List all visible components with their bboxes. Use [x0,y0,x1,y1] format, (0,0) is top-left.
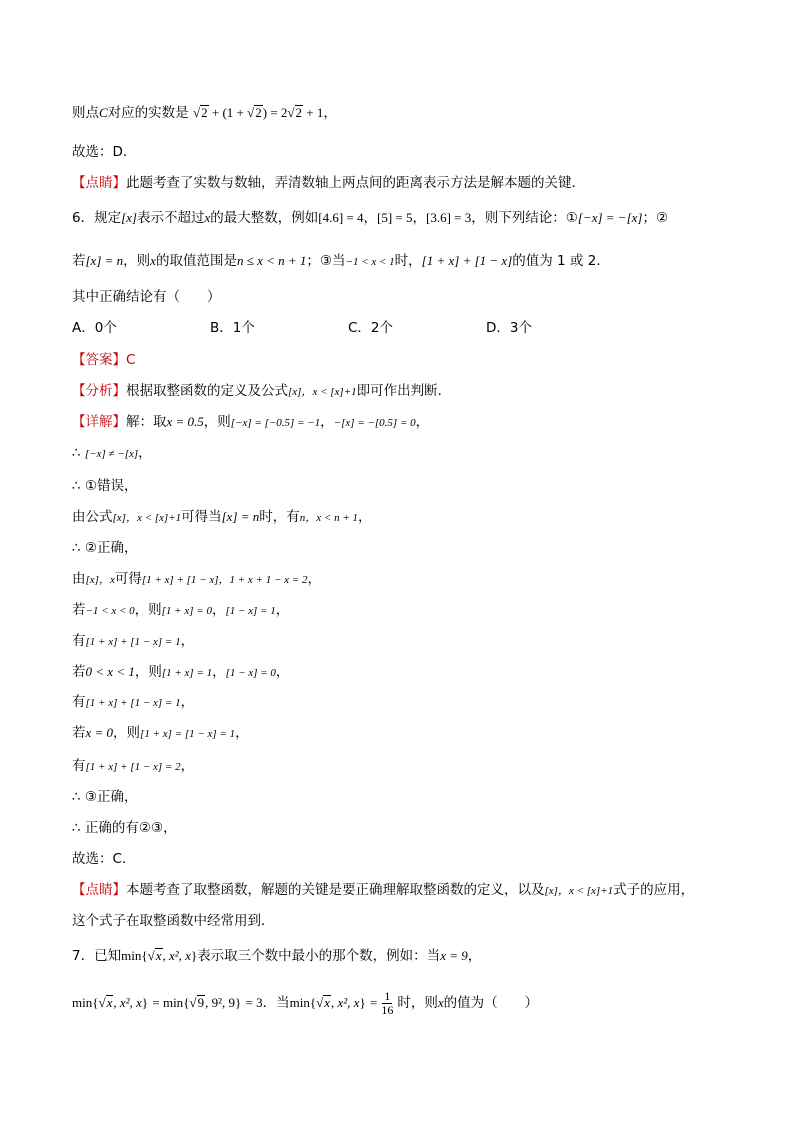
math: −1 < x < 0 [85,605,135,617]
circled-number: ② [655,210,669,226]
text: 可得当 [181,509,222,525]
math: x², x [119,995,142,1010]
math: 0 < x < 1 [85,664,135,679]
math-var: C [99,105,108,120]
text: ， [323,105,337,121]
text: 表示取三个数中最小的那个数，例如：当 [197,948,441,964]
text: ， [415,414,430,430]
text: 的取值范围是 [155,253,237,269]
text: 若 [72,664,86,680]
math: [x]，x < [x]+1 [288,386,357,398]
therefore-symbol: ∴ [72,540,85,556]
text: ； [642,210,656,226]
text: 正确， [97,540,138,556]
math-func: min [72,995,93,1010]
math: x², x [337,995,360,1010]
text: 表示不超过 [136,210,205,226]
text: 时， [394,253,422,269]
therefore-symbol: ∴ [72,478,85,494]
text: 若 [72,602,86,618]
math: [1 + x] + [1 − x]，1 + x + 1 − x = 2 [141,574,308,586]
text: 的最大整数，例如 [210,210,319,226]
step-14: 故选：C． [72,851,136,867]
text: 7．已知 [72,948,122,964]
step-10 [72,723,249,744]
analysis-tag: 【分析】 [72,383,126,399]
math: [1 − x] = 0 [225,667,276,679]
text: 即可作出判断． [356,383,452,399]
question-6-options [72,318,672,338]
tip-line [72,173,585,193]
numerator: 1 [384,988,391,1003]
answer-line [72,350,135,370]
circled-number: ① [84,478,97,494]
math: x [204,210,211,225]
math: [x] = n [221,509,260,524]
math: [x]，x < [x]+1 [544,885,614,897]
math: n ≤ x < n + 1 [236,253,307,268]
circled-number: ③ [319,253,333,269]
math: 9², 9 [211,995,235,1010]
text: ， [467,948,482,964]
text: 根据取整函数的定义及公式 [126,383,288,399]
math: [−x] ≠ −[x] [84,448,139,460]
text: ，则下列结论： [471,210,566,226]
math-func: min [121,948,142,963]
question-6-ask: 其中正确结论有（ ） [72,289,221,305]
text: 本题考查了取整函数，解题的关键是要正确理解取整函数的定义，以及 [126,882,545,898]
math: [1 + x] = [1 − x] = 1 [140,728,236,740]
text: ， [358,509,372,525]
text: ， [212,664,226,680]
text: ， [180,633,195,649]
text: 由 [72,571,86,587]
text: ， [307,571,321,587]
text: 的值为（ ） [443,995,539,1011]
text: 的值为 1 或 2． [512,253,610,269]
math: x = 0.5 [166,414,204,429]
text: ， [235,725,249,741]
math: x [155,948,162,963]
step-1 [72,443,152,464]
math: [x]，x < [x]+1 [112,512,182,524]
math: x = 0 [85,725,114,740]
tip-2-line-1 [72,880,694,901]
text: ，则 [203,414,231,430]
text-line-1 [72,103,337,123]
text: 若 [72,725,86,741]
text: ； [306,253,320,269]
option-d[interactable]: D．3个 [486,320,532,336]
math: [x] = n [85,253,124,268]
math: = 3 [245,995,263,1010]
text: 解：取 [126,414,167,430]
text: ，则 [134,664,162,680]
text: 有 [72,633,86,649]
math: [1 + x] + [1 − x] = 1 [85,636,181,648]
math: [1 + x] + [1 − x] = 2 [85,761,181,773]
text: ，则 [113,725,141,741]
math: x [150,253,156,268]
text: 若 [72,253,86,269]
text-line-2: 故选：D． [72,144,137,160]
tip-text: 此题考查了实数与数轴，弄清数轴上两点间的距离表示方法是解本题的关键． [126,175,585,191]
step-12 [72,787,138,807]
text: 对应的实数是 [107,105,189,121]
text: ， [138,445,152,461]
text: 时，则 [397,995,438,1011]
math: 9 [197,995,205,1010]
circled-number: ② [138,820,151,836]
option-a[interactable]: A．0个 [72,320,117,336]
detail-tag: 【详解】 [72,414,126,430]
tip-2-line-2: 这个式子在取整函数中经常用到． [72,913,275,929]
circled-number: ① [565,210,578,226]
option-b[interactable]: B．1个 [210,320,255,336]
math: [1 + x] = 0 [161,605,212,617]
math: [1 + x] + [1 − x] [421,253,513,268]
step-8 [72,662,289,683]
math: = [369,995,378,1010]
text: ， [363,210,378,226]
question-6-line-1 [72,208,668,228]
fraction [379,990,395,1017]
analysis-line [72,381,451,402]
answer-tag: 【答案】 [72,352,126,368]
math: x [437,995,444,1010]
step-6 [72,600,289,621]
math: n，x < n + 1 [299,512,359,524]
question-6-line-2 [72,251,610,272]
math: [4.6] = 4 [318,210,364,225]
math: [1 + x] = 1 [161,667,213,679]
tip-tag: 【点睛】 [72,882,126,898]
text: 正确， [97,789,138,805]
math: x [324,995,330,1010]
therefore-symbol: ∴ [72,445,85,461]
math: x [106,995,113,1010]
denominator: 16 [381,1002,394,1017]
math: [−x] = −[x] [577,210,643,225]
text: ， [180,694,195,710]
question-7-line-1: 7．已知min{√x, x², x}表示取三个数中最小的那个数，例如：当x = 9， [72,948,482,964]
step-4 [72,538,138,558]
text: 可得 [114,571,142,587]
text: ， [275,602,290,618]
text: ， [163,820,177,836]
text: ， [320,414,334,430]
option-c[interactable]: C．2个 [348,320,394,336]
step-2 [72,476,138,496]
math: [1 + x] + [1 − x] = 1 [85,697,181,709]
step-3 [72,507,372,528]
text: ， [412,210,427,226]
math: x², x [169,948,191,963]
text: ， [275,664,290,680]
math: [5] = 5 [377,210,413,225]
step-9 [72,692,194,713]
question-7-line-2: min{√x, x², x} = min{√9, 9², 9} = 3．当min{√x, x², x} = $\frac{1}{16}$ 时，则x的值为（ ） [72,988,539,1017]
text: 时，有 [259,509,300,525]
math: = min [152,995,184,1010]
text: 错误， [97,478,138,494]
text: ．当 [262,995,290,1011]
step-11 [72,756,194,777]
math: −1 < x < 1 [345,256,395,268]
answer-value: C [126,352,136,368]
text: ∴ 正确的有 [72,820,139,836]
math-expression: √2 + (1 + √2) = 2√2 + 1 [192,105,324,120]
math: [−x] = [−0.5] = −1 [230,417,321,429]
step-5 [72,569,321,590]
math: [x] [121,210,137,225]
text: 有 [72,758,86,774]
math: −[x] = −[0.5] = 0 [333,417,416,429]
circled-number: ③ [151,820,164,836]
text: ， [180,758,195,774]
text: 由公式 [72,509,113,525]
text: 6．规定 [72,210,122,226]
text: 有 [72,694,86,710]
text: 式子的应用， [613,882,695,898]
circled-number: ③ [84,789,97,805]
math: [x]，x [85,574,115,586]
text: ，则 [134,602,162,618]
step-7 [72,631,194,652]
math: [3.6] = 3 [426,210,472,225]
therefore-symbol: ∴ [72,789,85,805]
tip-tag: 【点睛】 [72,175,126,191]
circled-number: ② [84,540,97,556]
detail-line [72,412,429,433]
math-func: min [289,995,310,1010]
math: x = 9 [440,948,468,963]
text: ，则 [123,253,151,269]
text: ， [211,602,226,618]
text: 则点 [72,105,99,121]
text: 当 [332,253,346,269]
step-13 [72,818,177,838]
math: [1 − x] = 1 [225,605,276,617]
